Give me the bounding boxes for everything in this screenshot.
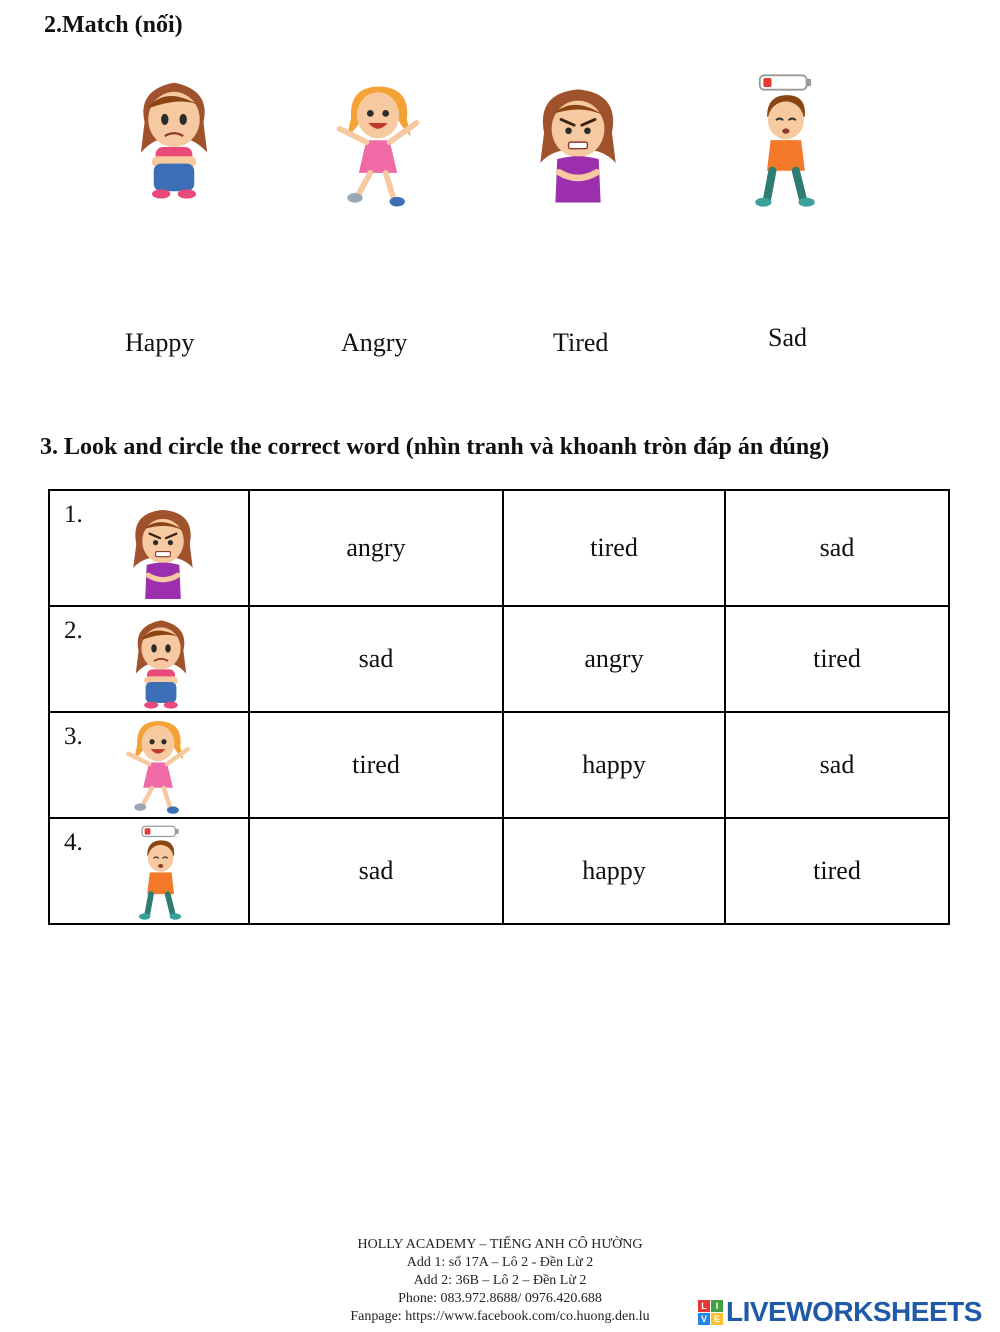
option-cell[interactable]: sad bbox=[725, 490, 949, 606]
option-cell[interactable]: sad bbox=[725, 712, 949, 818]
angry-girl-icon[interactable] bbox=[520, 78, 636, 210]
row-number: 2. bbox=[64, 617, 83, 644]
row-label-cell bbox=[49, 606, 249, 712]
angry-girl-icon bbox=[116, 501, 210, 605]
footer bbox=[300, 1236, 700, 1326]
option-cell[interactable]: tired bbox=[503, 490, 725, 606]
option-cell[interactable]: tired bbox=[725, 818, 949, 924]
match-word-sad[interactable]: Sad bbox=[768, 323, 807, 352]
row-label-cell bbox=[49, 818, 249, 924]
sad-girl-icon bbox=[126, 609, 196, 713]
row-number: 1. bbox=[64, 501, 83, 528]
circle-word-table bbox=[48, 489, 950, 925]
logo-block: L bbox=[698, 1300, 710, 1312]
option-cell[interactable]: happy bbox=[503, 818, 725, 924]
footer-address-1: Add 1: số 17A – Lô 2 - Đền Lừ 2 bbox=[406, 1255, 594, 1270]
row-number: 4. bbox=[64, 829, 83, 856]
option-cell[interactable]: sad bbox=[249, 606, 503, 712]
match-word-happy[interactable]: Happy bbox=[125, 328, 195, 357]
footer-phone: Phone: 083.972.8688/ 0976.420.688 bbox=[398, 1291, 602, 1306]
liveworksheets-logo[interactable] bbox=[698, 1296, 982, 1328]
logo-blocks-icon bbox=[698, 1300, 723, 1325]
footer-address-2: Add 2: 36B – Lô 2 – Đền Lừ 2 bbox=[413, 1273, 587, 1288]
match-word-tired[interactable]: Tired bbox=[553, 328, 609, 357]
row-label-cell bbox=[49, 712, 249, 818]
option-cell[interactable]: sad bbox=[249, 818, 503, 924]
tired-boy-icon bbox=[128, 821, 192, 925]
row-label-cell bbox=[49, 490, 249, 606]
option-cell[interactable]: tired bbox=[725, 606, 949, 712]
logo-text: LIVEWORKSHEETS bbox=[726, 1296, 982, 1327]
table-row bbox=[49, 818, 949, 924]
section2-title: 2.Match (nối) bbox=[44, 12, 183, 38]
sad-girl-icon[interactable] bbox=[128, 66, 220, 206]
logo-block: E bbox=[711, 1313, 723, 1325]
table-row bbox=[49, 712, 949, 818]
happy-girl-icon[interactable] bbox=[330, 72, 426, 220]
tired-boy-icon[interactable] bbox=[740, 66, 830, 216]
section3-title: 3. Look and circle the correct word (nhìn tranh và khoanh tròn đáp án đúng) bbox=[40, 434, 830, 460]
option-cell[interactable]: angry bbox=[503, 606, 725, 712]
option-cell[interactable]: tired bbox=[249, 712, 503, 818]
row-number: 3. bbox=[64, 723, 83, 750]
option-cell[interactable]: angry bbox=[249, 490, 503, 606]
option-cell[interactable]: happy bbox=[503, 712, 725, 818]
match-word-angry[interactable]: Angry bbox=[341, 328, 408, 357]
footer-school: HOLLY ACADEMY – TIẾNG ANH CÔ HƯỜNG bbox=[357, 1237, 643, 1252]
table-row bbox=[49, 490, 949, 606]
logo-block: V bbox=[698, 1313, 710, 1325]
logo-block: I bbox=[711, 1300, 723, 1312]
table-row bbox=[49, 606, 949, 712]
footer-fanpage[interactable]: Fanpage: https://www.facebook.com/co.huong.den.lu bbox=[350, 1309, 650, 1324]
happy-girl-icon bbox=[120, 715, 196, 819]
